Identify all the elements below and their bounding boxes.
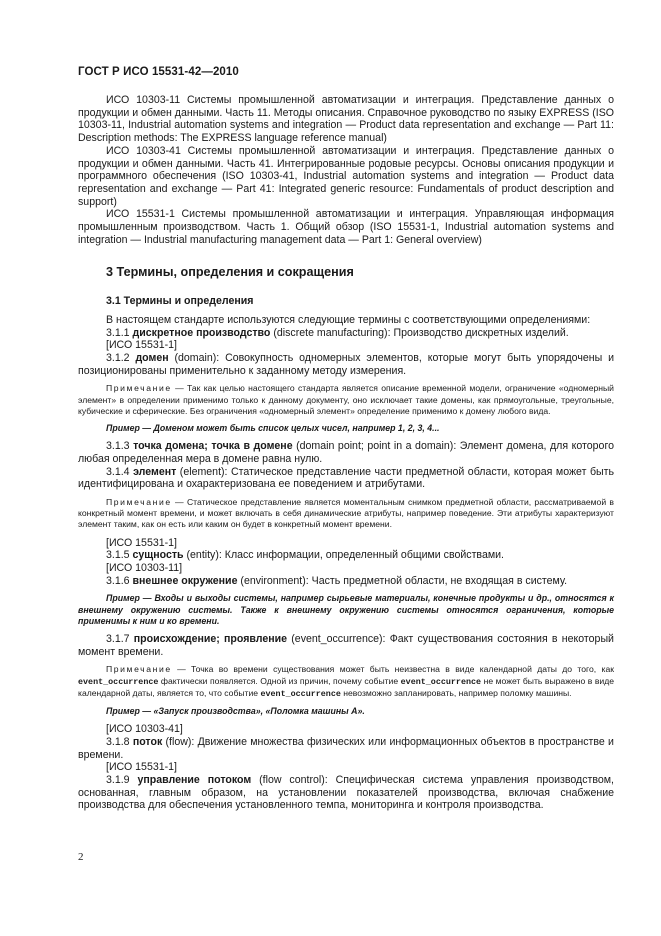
term-entry — [78, 440, 614, 465]
note-label: Примечание — [106, 496, 172, 507]
term-definition: (flow): Движение множества физических или информационных объектов в пространстве и времени. — [78, 735, 614, 761]
term-definition: (environment): Часть предметной области, не входящая в систему. — [237, 574, 568, 587]
source-reference: [ИСО 15531-1] — [106, 761, 177, 774]
term-number: 3.1.2 — [106, 351, 130, 364]
source-reference: [ИСО 10303-41] — [106, 723, 183, 736]
subsection-heading: 3.1 Термины и определения — [106, 295, 254, 308]
note-label: Примечание — [106, 664, 172, 675]
term-entry — [78, 774, 614, 812]
page-header-title: ГОСТ Р ИСО 15531-42—2010 — [78, 66, 239, 78]
reference-paragraph: ИСО 10303-41 Системы промышленной автоматизации и интеграция. Представление данных о продукции и обмен данными. Часть 41. Интегрированные родовые ресурсы. Основы описания продукции и программного обеспечения (ISO 10303-41, Industrial automation systems and integration — Product data representation and exchange — Part 41: Integrated generic resource: Fundamentals of product description and support) — [78, 144, 614, 208]
term-number: 3.1.9 — [106, 774, 130, 787]
note-text: — Так как целью настоящего стандарта является описание временной модели, ограничение «одномерный элемент» в определении применимо только к данному документу, оно исключает такие домены, как прямоугольные, треугольные, кубические и сферические. Без ограничения «одномерный элемент» определение применимо к домену любого вида. — [78, 383, 614, 416]
note-label: Примечание — [106, 383, 172, 394]
code-identifier: event_occurrence — [78, 676, 159, 687]
term-number: 3.1.3 — [106, 440, 130, 453]
example: Пример — Доменом может быть список целых чисел, например 1, 2, 3, 4... — [106, 422, 440, 433]
term-name: элемент — [133, 465, 177, 478]
note-text: фактически появляется. Одной из причин, почему событие — [158, 675, 401, 686]
source-reference: [ИСО 10303-11] — [106, 562, 183, 574]
term-entry — [78, 549, 614, 562]
term-entry — [78, 327, 614, 340]
term-number: 3.1.1 — [106, 326, 130, 339]
intro-paragraph: В настоящем стандарте используются следующие термины с соответствующими определениями: — [106, 313, 591, 326]
term-entry — [78, 466, 614, 491]
section-heading: 3 Термины, определения и сокращения — [106, 265, 354, 280]
example: Пример — «Запуск производства», «Поломка машины А». — [106, 706, 365, 717]
term-definition: (flow control): Специфическая система управления производством, основанная, главным образом, на установлении показателей производства, включая снабжение производства для обеспечения установленного темпа, мониторинга и контроля производства. — [78, 774, 615, 812]
term-name: домен — [135, 351, 169, 364]
term-definition: (discrete manufacturing): Производство дискретных изделий. — [270, 326, 569, 339]
page-number: 2 — [78, 851, 84, 863]
term-name: сущность — [132, 549, 184, 562]
term-number: 3.1.7 — [106, 633, 130, 646]
term-number: 3.1.5 — [106, 549, 130, 562]
term-name: происхождение; проявление — [133, 633, 288, 646]
term-definition: (event_occurrence): Факт существования состояния в некоторый момент времени. — [78, 633, 614, 658]
term-number: 3.1.6 — [106, 574, 130, 587]
term-entry — [78, 633, 614, 658]
code-identifier: event_occurrence — [400, 676, 482, 687]
note-text: — Точка во времени существования может быть неизвестна в виде календарной даты до того, как — [171, 664, 614, 675]
term-definition: (domain): Совокупность одномерных элементов, которые могут быть упорядочены и позиционированы применительно к заданному методу измерения. — [78, 351, 614, 377]
note-text: — Статическое представление является моментальным снимком предметной области, рассматриваемой в конкретный момент времени, и может включать в себя динамические атрибуты, например поведение. Эти атрибуты характеризуют элемент таким, как он есть или каким он будет в конкретный момент времени. — [78, 496, 614, 530]
term-entry — [78, 736, 614, 761]
term-name: дискретное производство — [132, 326, 271, 339]
source-reference: [ИСО 15531-1] — [106, 339, 177, 352]
term-definition: (entity): Класс информации, определенный общими свойствами. — [183, 549, 504, 562]
note — [78, 497, 614, 531]
term-definition: (element): Статическое представление части предметной области, которая может быть идентифицирована и охарактеризована ее поведением и атрибутами. — [78, 465, 614, 491]
reference-paragraph: ИСО 10303-11 Системы промышленной автоматизации и интеграция. Представление данных о продукции и обмен данными. Часть 11. Методы описания. Справочное руководство по языку EXPRESS (ISO 10303-11, Industrial automation systems and integration — Product data representation and exchange — Part 11: Description methods: The EXPRESS language reference manual) — [78, 94, 614, 145]
term-definition: (domain point; point in a domain): Элемент домена, для которого любая определенная мера в домене равна нулю. — [78, 440, 614, 465]
term-name: внешнее окружение — [132, 574, 238, 587]
term-entry — [78, 575, 614, 588]
note-text: невозможно запланировать, например поломку машины. — [340, 687, 572, 698]
term-name: поток — [132, 735, 163, 748]
note — [78, 664, 614, 700]
note-text: не может быть выражено в виде календарной даты, является то, что событие — [78, 675, 614, 698]
reference-paragraph: ИСО 15531-1 Системы промышленной автоматизации и интеграция. Управляющая информация промышленным производством. Часть 1. Общий обзор (ISO 15531-1, Industrial automation systems and integration — Industrial manufacturing management data — Part 1: General overview) — [78, 208, 614, 246]
page-content — [78, 94, 614, 812]
example: Пример — Входы и выходы системы, например сырьевые материалы, конечные продукты и др., относятся к внешнему окружению системы. Также к внешнему окружению системы относятся ограничения, которые применимы к ним и ко времени. — [78, 593, 614, 626]
term-entry — [78, 352, 614, 377]
term-name: управление потоком — [137, 774, 252, 787]
term-number: 3.1.8 — [106, 735, 130, 748]
term-name: точка домена; точка в домене — [133, 440, 293, 453]
term-number: 3.1.4 — [106, 465, 130, 478]
note — [78, 383, 614, 417]
code-identifier: event_occurrence — [260, 688, 341, 699]
source-reference: [ИСО 15531-1] — [106, 536, 177, 549]
